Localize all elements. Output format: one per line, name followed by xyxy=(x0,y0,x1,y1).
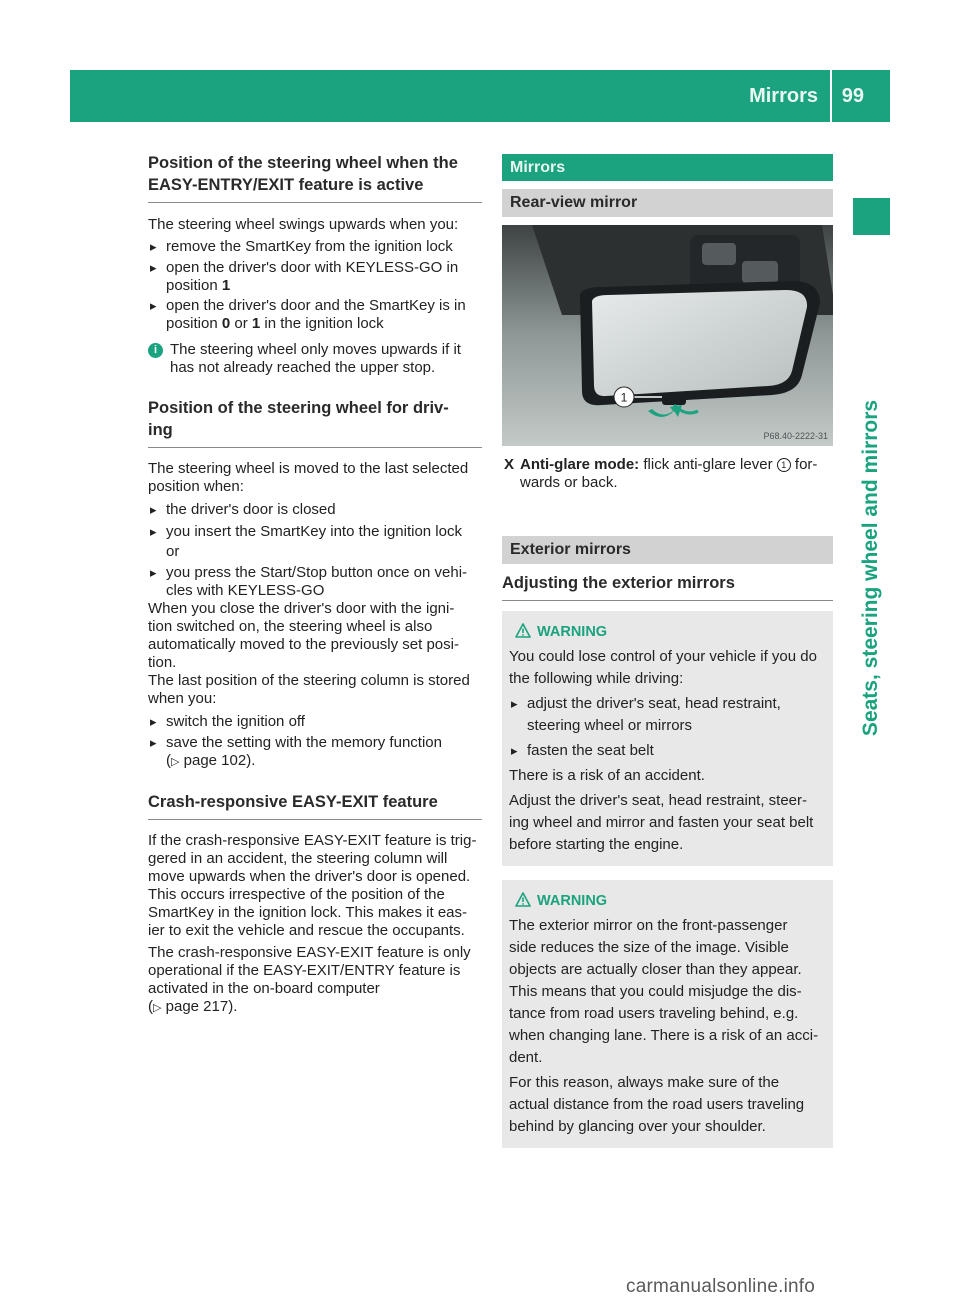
paragraph-line: tion. xyxy=(148,654,177,671)
page-ref-arrow-icon: ▷ xyxy=(171,756,180,768)
mirror-glass xyxy=(592,290,807,396)
list-item-text: or xyxy=(166,543,180,560)
list-item xyxy=(148,522,482,562)
heading-adjusting-mirrors: Adjusting the exterior mirrors xyxy=(502,572,833,601)
position-number: 1 xyxy=(221,277,231,294)
figure-code: P68.40-2222-31 xyxy=(763,431,828,441)
list-item: ▸ switch the ignition off xyxy=(148,712,482,732)
list-item-text: you insert the SmartKey into the ignition lock xyxy=(166,523,462,540)
heading-easy-entry xyxy=(148,152,482,203)
heading-crash-responsive: Crash-responsive EASY-EXIT feature xyxy=(148,791,482,820)
heading-line: Position of the steering wheel when the xyxy=(148,154,458,172)
list-item-text: position xyxy=(166,277,218,294)
left-column xyxy=(148,152,482,1017)
list-item xyxy=(148,259,482,295)
paragraph-line: The last position of the steering column is stored xyxy=(148,672,470,689)
side-tab-marker xyxy=(853,198,890,235)
heading-line: EASY-ENTRY/EXIT feature is active xyxy=(148,176,424,194)
paragraph xyxy=(148,672,482,708)
section-title: Mirrors xyxy=(749,85,818,107)
instruction-text: flick anti-glare lever xyxy=(643,456,773,473)
list-item-text: adjust the driver's seat, head restraint, xyxy=(527,695,781,712)
warning-line: objects are actually closer than they appear. xyxy=(509,961,802,978)
rearview-mirror-photo xyxy=(502,225,833,446)
watermark: carmanualsonline.info xyxy=(626,1276,816,1297)
warning-line: tance from road users traveling behind, e.g. xyxy=(509,1005,799,1022)
instruction-text: wards or back. xyxy=(520,474,618,491)
list-item: ▸ the driver's door is closed xyxy=(148,500,482,520)
warning-text: There is a risk of an accident. xyxy=(509,767,705,784)
paragraph: The steering wheel swings upwards when you: xyxy=(148,216,459,233)
list-item xyxy=(509,693,826,737)
paragraph-line: activated in the on-board computer xyxy=(148,980,380,997)
list-item xyxy=(148,564,482,600)
callout-number: 1 xyxy=(777,458,791,472)
page-ref-text: page 217). xyxy=(165,998,238,1015)
warning-triangle-icon xyxy=(515,892,531,907)
page-reference[interactable]: (▷ page 102). xyxy=(166,752,256,769)
paragraph-line: gered in an accident, the steering column will xyxy=(148,850,448,867)
paragraph-line: If the crash-responsive EASY-EXIT feature is trig- xyxy=(148,832,477,849)
warning-text xyxy=(509,646,826,690)
heading-line: Position of the steering wheel for driv- xyxy=(148,399,449,417)
warning-text xyxy=(509,790,826,856)
note-text: The steering wheel only moves upwards if it xyxy=(170,341,461,358)
paragraph-line: when you: xyxy=(148,690,217,707)
info-note xyxy=(148,341,482,377)
note-text: has not already reached the upper stop. xyxy=(170,359,436,376)
side-tab-label: Seats, steering wheel and mirrors xyxy=(859,399,882,737)
heading-line: ing xyxy=(148,421,173,439)
warning-line: side reduces the size of the image. Visible xyxy=(509,939,789,956)
callout-number: 1 xyxy=(620,390,628,405)
warning-box xyxy=(502,611,833,866)
paragraph-line: The crash-responsive EASY-EXIT feature is only xyxy=(148,944,471,961)
warning-line: For this reason, always make sure of the xyxy=(509,1074,780,1091)
list-item-text: open the driver's door and the SmartKey is in xyxy=(166,297,466,314)
mirrors-section-band: Mirrors xyxy=(502,154,833,181)
header-divider xyxy=(830,70,832,122)
header-bar xyxy=(70,70,890,122)
instruction-text: for- xyxy=(794,456,818,473)
paragraph xyxy=(148,600,482,672)
warning-triangle-icon xyxy=(515,623,531,638)
paragraph-line: The steering wheel is moved to the last selected xyxy=(148,460,469,477)
warning-line: The exterior mirror on the front-passenger xyxy=(509,917,788,934)
step-marker-icon: X xyxy=(504,456,515,473)
paragraph-line: ier to exit the vehicle and rescue the occupants. xyxy=(148,922,465,939)
control-button xyxy=(742,261,778,283)
paragraph-line: automatically moved to the previously set posi- xyxy=(148,636,459,653)
list-item-text: save the setting with the memory function xyxy=(166,734,442,751)
warning-line: actual distance from the road users traveling xyxy=(509,1096,805,1113)
warning-box xyxy=(502,880,833,1148)
info-icon: i xyxy=(148,343,163,358)
bullet-list xyxy=(148,500,482,600)
paragraph-line: SmartKey in the ignition lock. This makes it eas- xyxy=(148,904,468,921)
list-item-text: in the ignition lock xyxy=(264,315,384,332)
warning-line: behind by glancing over your shoulder. xyxy=(509,1118,766,1135)
paragraph xyxy=(148,460,482,496)
bullet-list xyxy=(148,237,482,333)
warning-label: WARNING xyxy=(537,893,608,909)
page-number: 99 xyxy=(841,85,864,107)
list-item: ▸ remove the SmartKey from the ignition lock xyxy=(148,237,482,257)
warning-line: the following while driving: xyxy=(509,670,684,687)
list-item-text: steering wheel or mirrors xyxy=(527,717,693,734)
paragraph-line: tion switched on, the steering wheel is also xyxy=(148,618,433,635)
exterior-mirrors-band: Exterior mirrors xyxy=(502,536,833,564)
warning-line: when changing lane. There is a risk of an acci- xyxy=(509,1027,819,1044)
paragraph-line: operational if the EASY-EXIT/ENTRY feature is xyxy=(148,962,461,979)
page-ref-text: page 102). xyxy=(183,752,256,769)
list-item-text: you press the Start/Stop button once on vehi- xyxy=(166,564,468,581)
control-button xyxy=(702,243,736,265)
warning-title xyxy=(509,890,826,912)
instruction-label: Anti-glare mode: xyxy=(520,456,640,473)
paragraph-line: This occurs irrespective of the position of the xyxy=(148,886,445,903)
list-item-text: cles with KEYLESS-GO xyxy=(166,582,325,599)
list-item-text: open the driver's door with KEYLESS-GO in xyxy=(166,259,459,276)
warning-line: This means that you could misjudge the dis- xyxy=(509,983,802,1000)
rearview-mirror-band: Rear-view mirror xyxy=(502,189,833,217)
anti-glare-lever xyxy=(662,393,686,405)
instruction-step xyxy=(502,456,833,492)
list-item: ▸ fasten the seat belt xyxy=(509,740,826,762)
warning-title xyxy=(509,621,826,643)
bullet-list xyxy=(509,693,826,762)
list-item-text: or xyxy=(234,315,248,332)
list-item xyxy=(148,734,482,771)
warning-line: You could lose control of your vehicle if you do xyxy=(509,648,817,665)
warning-text xyxy=(509,1072,826,1138)
paragraph-line: When you close the driver's door with the igni- xyxy=(148,600,455,617)
paragraph xyxy=(148,832,482,940)
bullet-list xyxy=(148,712,482,771)
list-item xyxy=(148,297,482,333)
warning-line: ing wheel and mirror and fasten your seat belt xyxy=(509,814,814,831)
heading-driving-position xyxy=(148,397,482,448)
right-column xyxy=(502,154,833,1148)
list-item-text: position xyxy=(166,315,218,332)
warning-line: dent. xyxy=(509,1049,543,1066)
page-reference[interactable]: (▷ page 217). xyxy=(148,998,238,1015)
position-number: 0 xyxy=(221,315,231,332)
warning-line: Adjust the driver's seat, head restraint, steer- xyxy=(509,792,808,809)
paragraph-line: position when: xyxy=(148,478,244,495)
position-number: 1 xyxy=(251,315,261,332)
paragraph xyxy=(148,944,482,1017)
warning-line: before starting the engine. xyxy=(509,836,684,853)
warning-text xyxy=(509,915,826,1069)
warning-label: WARNING xyxy=(537,624,608,640)
page-ref-arrow-icon: ▷ xyxy=(153,1002,162,1014)
paragraph-line: move upwards when the driver's door is opened. xyxy=(148,868,471,885)
